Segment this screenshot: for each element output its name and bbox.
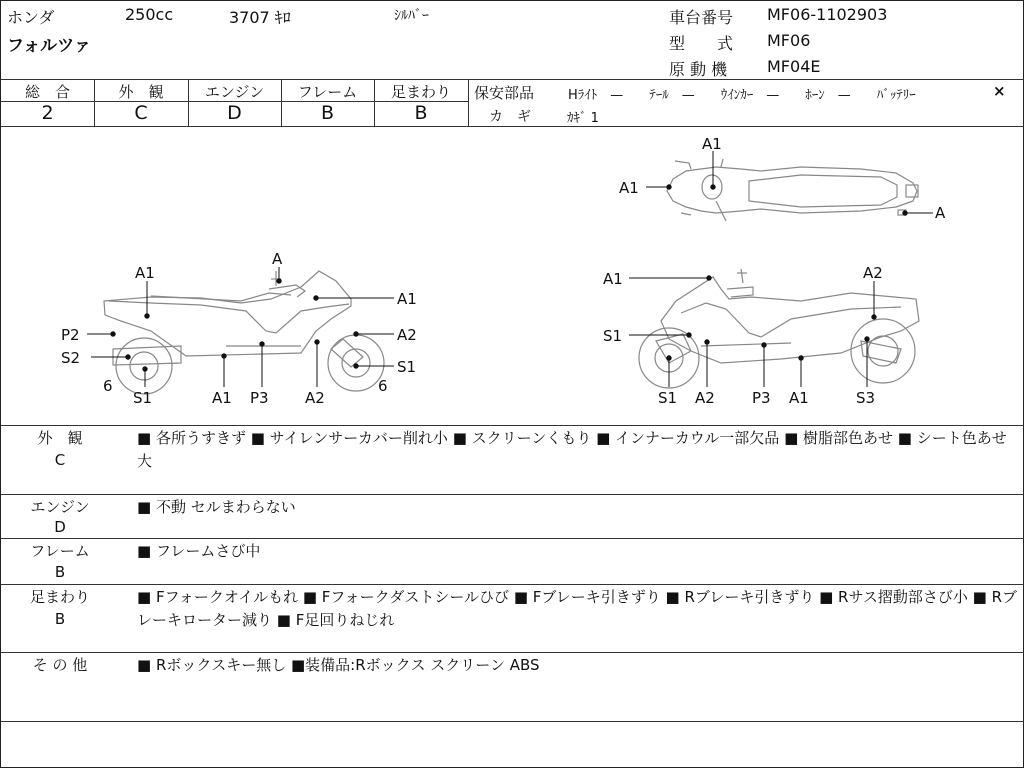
note-text: ■ 不動 セルまわらない <box>137 498 296 516</box>
maker: ホンダ <box>7 8 55 27</box>
note-text: ■ Fフォークオイルもれ ■ Fフォークダストシールひび ■ Fブレーキ引きずり ■ Rブレーキ引きずり ■ Rサス摺動部さび小 ■ Rブレーキローター減り ■ F足回りねじれ <box>137 588 1017 629</box>
divider <box>468 79 469 126</box>
marker-label: A2 <box>397 326 417 344</box>
note-category: 外 観 <box>37 429 83 447</box>
divider <box>1 584 1024 585</box>
grade-label-suspension: 足まわり <box>390 83 451 101</box>
model-name: フォルツァ <box>7 36 91 56</box>
note-category: エンジン <box>30 498 90 516</box>
grade-frame: B <box>320 102 335 124</box>
marker-label: A1 <box>135 264 155 282</box>
marker-label: S1 <box>603 327 623 345</box>
divider <box>1 652 1024 653</box>
key-label: カ ギ <box>489 109 531 125</box>
note-category: 足まわり <box>29 588 90 606</box>
marker-label: A1 <box>619 179 639 197</box>
divider <box>1 494 1024 495</box>
marker-label: A1 <box>702 135 722 153</box>
scooter-top-view-drawing <box>667 159 918 221</box>
displacement: 250cc <box>125 5 174 24</box>
frame-no-label: 車台番号 <box>669 8 734 27</box>
marker-label: S2 <box>61 349 81 367</box>
marker-label: A2 <box>863 264 883 282</box>
grade-label-frame: フレーム <box>297 83 358 101</box>
battery-mark: × <box>993 82 1006 100</box>
note-text: ■ Rボックスキー無し ■装備品:Rボックス スクリーン ABS <box>137 656 540 674</box>
marker-label: A <box>272 250 283 268</box>
marker-label: P3 <box>250 389 269 407</box>
note-grade: D <box>54 518 66 536</box>
marker-label: A2 <box>695 389 715 407</box>
note-grade: B <box>54 610 66 628</box>
grade-label-engine: エンジン <box>204 83 265 101</box>
grade-suspension: B <box>414 102 428 124</box>
marker-label: S1 <box>133 389 153 407</box>
marker-label: P3 <box>752 389 771 407</box>
note-grade: B <box>54 563 66 581</box>
color: ｼﾙﾊﾞｰ <box>394 8 429 24</box>
marker-label: A <box>935 204 946 222</box>
grade-label-overall: 総 合 <box>24 83 70 101</box>
type-label: 型 式 <box>669 34 734 53</box>
divider <box>1 425 1024 426</box>
note-category: フレーム <box>30 542 90 560</box>
divider <box>1 79 1024 80</box>
grade-label-exterior: 外 観 <box>118 83 164 101</box>
marker-label: A1 <box>397 290 417 308</box>
scooter-right-side-drawing <box>639 269 919 388</box>
note-text: ■ フレームさび中 <box>137 542 261 560</box>
marker-label: A1 <box>603 270 623 288</box>
grade-engine: D <box>227 102 242 124</box>
marker-label: A1 <box>789 389 809 407</box>
type-value: MF06 <box>767 31 811 50</box>
note-text: ■ 各所うすきず ■ サイレンサーカバー削れ小 ■ スクリーンくもり ■ インナーカウル一部欠品 ■ 樹脂部色あせ ■ シート色あせ大 <box>137 429 1007 470</box>
marker-label: S1 <box>397 358 417 376</box>
marker-label: A2 <box>305 389 325 407</box>
note-grade: C <box>54 451 66 469</box>
grade-overall: 2 <box>41 102 54 124</box>
grade-exterior: C <box>134 102 148 124</box>
divider <box>1 721 1024 722</box>
marker-label: 6 <box>378 377 388 395</box>
engine-value: MF04E <box>767 57 821 76</box>
marker-label: S3 <box>856 389 876 407</box>
divider <box>1 538 1024 539</box>
note-category: そ の 他 <box>32 656 88 674</box>
scooter-left-side-drawing <box>104 271 384 394</box>
marker-label: A1 <box>212 389 232 407</box>
damage-markers <box>87 151 933 387</box>
key-value: ｶｷﾞ 1 <box>567 111 599 126</box>
marker-label: 6 <box>103 377 113 395</box>
marker-label: S1 <box>658 389 678 407</box>
damage-diagram <box>1 126 1024 426</box>
frame-no: MF06-1102903 <box>767 5 888 24</box>
safety-label: 保安部品 <box>474 84 535 102</box>
marker-label: P2 <box>61 326 80 344</box>
safety-items: Hﾗｲﾄ — ﾃｰﾙ — ｳｲﾝｶｰ — ﾎｰﾝ — ﾊﾞｯﾃﾘｰ <box>568 88 916 103</box>
mileage: 3707 ｷﾛ <box>229 8 291 27</box>
engine-label: 原 動 機 <box>669 60 728 79</box>
